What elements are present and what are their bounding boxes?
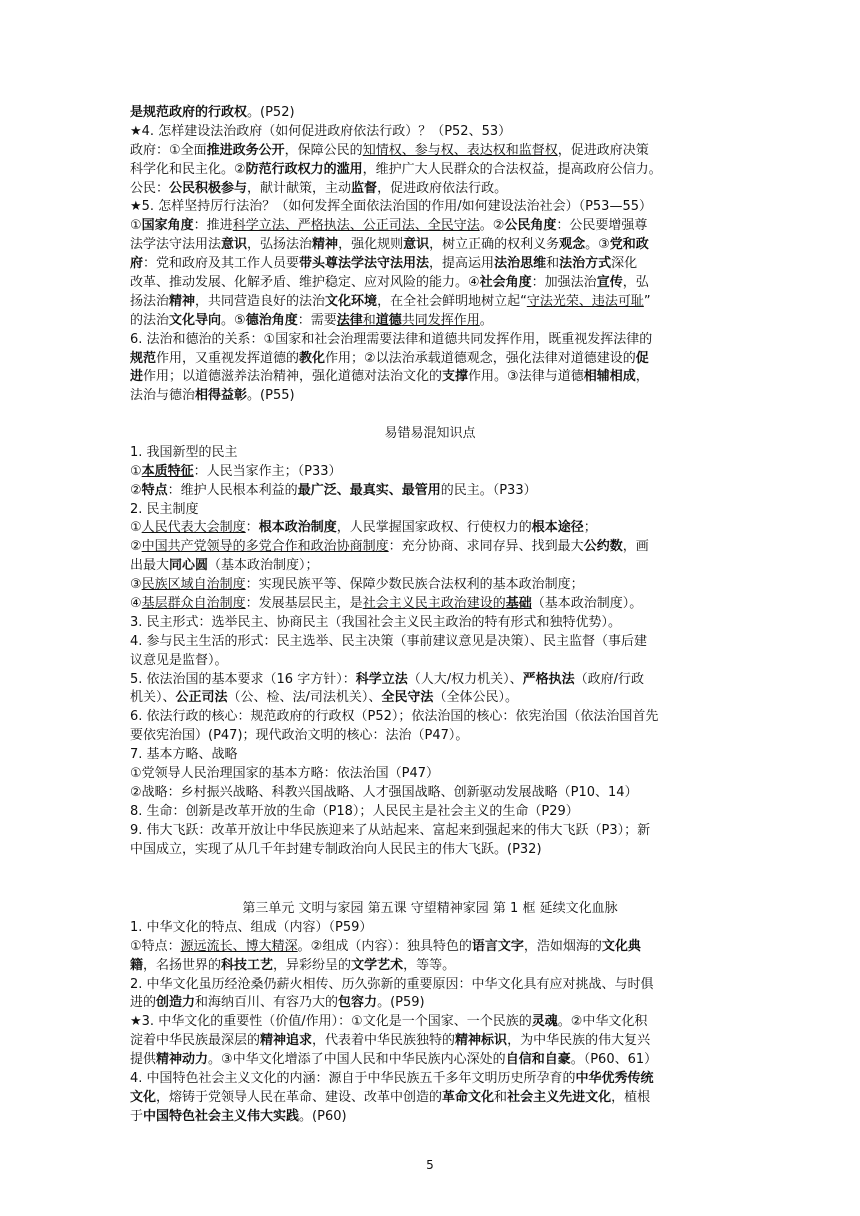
text-run: 。(P55) [247, 388, 295, 404]
text-run: 9. 伟大飞跃：改革开放让中华民族迎来了从站起来、富起来到强起来的伟大飞跃（P3）；新 [130, 822, 651, 838]
text-line [130, 331, 730, 350]
text-line [130, 900, 730, 919]
text-run: 民族区域自治制度 [141, 577, 246, 593]
text-run: 党和政 [609, 237, 649, 253]
text-run: 4. 参与民主生活的形式：民主选举、民主决策（事前建议意见是决策）、民主监督（事后建 [130, 633, 648, 649]
text-line [130, 976, 730, 995]
text-run: 和海纳百川、有容乃大的 [195, 995, 339, 1011]
text-run: 社会主义民主政治建设的 [362, 596, 506, 612]
text-run: 语言文字 [471, 938, 524, 954]
text-run: ，促进政府决策 [557, 142, 649, 158]
text-line [130, 784, 730, 803]
text-run: 。③ [585, 237, 610, 253]
text-run: （全体公民）。 [433, 690, 518, 706]
text-run: ★5. 怎样坚持厉行法治？（如何发挥全面依法治国的作用/如何建设法治社会）（P53—55） [130, 199, 652, 215]
text-run: 灵魂 [531, 1014, 558, 1030]
text-run: 深化 [611, 256, 638, 272]
text-line [130, 938, 730, 957]
text-run: 精神追求 [260, 1033, 313, 1049]
text-line [130, 255, 730, 274]
text-line [130, 1070, 730, 1089]
text-run: 监督 [351, 180, 378, 196]
text-run: 教化 [299, 350, 326, 366]
text-run: ，弘 [622, 275, 649, 291]
text-run: 精神 [169, 293, 196, 309]
text-run: 观念 [559, 237, 586, 253]
text-run: 第三单元 文明与家园 第五课 守望精神家园 第 1 框 延续文化血脉 [242, 901, 618, 916]
text-run: 公民角度 [504, 218, 557, 234]
text-line [130, 293, 730, 312]
text-run: 6. 依法行政的核心：规范政府的行政权（P52）；依法治国的核心：依宪治国（依法治国首先 [130, 709, 659, 725]
text-run: 要依宪治国）(P47)；现代政治文明的核心：法治（P47）。 [130, 728, 469, 744]
text-run: 进的 [130, 995, 157, 1011]
text-run: 扬法治 [130, 293, 170, 309]
text-line [130, 919, 730, 938]
text-run: （基本政治制度）。 [531, 596, 643, 612]
text-run: （政府/行政 [574, 671, 645, 687]
text-line [130, 746, 730, 765]
text-run: 法律 [336, 312, 363, 328]
text-run: 包容力 [338, 995, 378, 1011]
text-run: 改革、推动发展、化解矛盾、维护稳定、应对风险的能力。④ [130, 275, 480, 291]
text-run: （人大/权力机关）、 [407, 671, 523, 687]
text-run: 知情权、参与权、表达权和监督权 [362, 142, 558, 158]
text-run: ①特点： [130, 938, 181, 954]
text-run: 支撑 [442, 369, 469, 385]
section-unit3-lesson5 [130, 900, 730, 1127]
text-run: 根本政治制度 [258, 520, 337, 536]
text-run: 于 [130, 1108, 144, 1124]
text-run: 根本途径 [531, 520, 584, 536]
text-run: ④ [130, 596, 142, 612]
text-line [130, 142, 730, 161]
text-run: 意识 [221, 237, 248, 253]
text-run: ② [130, 482, 142, 498]
text-line [130, 765, 730, 784]
text-run: 科学立法、严格执法、公正司法、全民守法 [232, 218, 480, 234]
text-run: ① [130, 520, 142, 536]
text-run: 法治方式 [559, 256, 612, 272]
text-run: 社会主义先进文化 [507, 1089, 612, 1105]
text-run: 科学化和民主化。② [130, 161, 246, 177]
text-run: ：党和政府及其工作人员要 [143, 256, 300, 272]
text-run: 。⑤ [221, 312, 246, 328]
text-run: 精神动力 [156, 1052, 209, 1068]
text-line [130, 274, 730, 293]
text-run: 2. 中华文化虽历经沧桑仍薪火相传、历久弥新的重要原因：中华文化具有应对挑战、与时俱 [130, 976, 654, 992]
text-line [130, 689, 730, 708]
text-run: 作用；②以法治承载道德观念，强化法律对道德建设的 [325, 350, 636, 366]
text-run: ③ [130, 577, 142, 593]
text-run: ：需要 [297, 312, 337, 328]
text-run: 籍 [130, 957, 144, 973]
text-run: 机关）、 [130, 690, 176, 706]
text-run: 淀着中华民族最深层的 [130, 1033, 261, 1049]
text-run: 和 [546, 256, 560, 272]
text-run: 。(P59) [377, 995, 425, 1011]
text-run: 是规范政府的行政权 [130, 105, 248, 120]
text-run: 的民主。（P33） [440, 482, 537, 498]
text-line [130, 312, 730, 331]
text-run: ，强化规则 [338, 237, 404, 253]
text-run: 作用。③法律与道德 [468, 369, 584, 385]
text-run: 作用；以道德滋养法治精神，强化道德对法治文化的 [143, 369, 443, 385]
text-line [130, 727, 730, 746]
text-run: 本质特征 [141, 463, 194, 479]
text-run: 中国特色社会主义伟大实践 [143, 1108, 300, 1124]
text-run: 推进政务公开 [206, 142, 285, 158]
text-run: ，熔铸于党领导人民在革命、建设、改革中创造的 [156, 1089, 443, 1105]
text-line [130, 180, 730, 199]
text-run: ，提高运用 [429, 256, 495, 272]
text-run: ：充分协商、求同存异、找到最大 [388, 539, 584, 555]
text-line [130, 161, 730, 180]
text-line [130, 994, 730, 1013]
text-run: 共同发挥作用 [401, 312, 480, 328]
text-run: 中华优秀传统 [575, 1071, 654, 1087]
text-run: ★3. 中华文化的重要性（价值/作用）：①文化是一个国家、一个民族的 [130, 1014, 532, 1030]
text-line [130, 614, 730, 633]
text-run: 法学法守法用法 [130, 237, 222, 253]
text-run: 3. 民主形式：选举民主、协商民主（我国社会主义民主政治的特有形式和独特优势）。 [130, 614, 622, 630]
text-run: 。②中华文化积 [557, 1014, 648, 1030]
text-run: 社会角度 [479, 275, 532, 291]
text-run: 进 [130, 369, 144, 385]
text-run: 精神标识 [455, 1033, 508, 1049]
text-run: 带头尊法学法守法用法 [299, 256, 430, 272]
text-line [130, 671, 730, 690]
text-run: 。③中华文化增添了中国人民和中华民族内心深处的 [208, 1052, 506, 1068]
page-number: 5 [426, 1158, 434, 1172]
text-run: ②战略：乡村振兴战略、科教兴国战略、人才强国战略、创新驱动发展战略（P10、14） [130, 784, 638, 800]
text-run: ，为中华民族的伟大复兴 [507, 1033, 651, 1049]
text-run: ①党领导人民治理国家的基本方略：依法治国（P47） [130, 766, 440, 782]
text-run: 德治角度 [245, 312, 298, 328]
text-run: ：加强法治 [531, 275, 597, 291]
text-run: ，促进政府依法行政。 [377, 180, 508, 196]
text-line [130, 1089, 730, 1108]
text-run: 1. 我国新型的民主 [130, 444, 238, 460]
text-run: 革命文化 [442, 1089, 495, 1105]
text-run: ，弘扬法治 [247, 237, 313, 253]
text-run: 守法光荣、违法可耻 [526, 293, 644, 309]
text-run: 。② [479, 218, 505, 234]
text-run: ② [130, 539, 142, 555]
text-run: ：维护人民根本利益的 [167, 482, 298, 498]
text-line [130, 501, 730, 520]
text-run: （公、检、法/司法机关）、 [227, 690, 382, 706]
text-run: （基本政治制度）； [208, 558, 319, 574]
text-line [130, 482, 730, 501]
text-run: 促 [635, 350, 649, 366]
text-line [130, 1108, 730, 1127]
text-run: 最广泛、最真实、最管用 [297, 482, 441, 498]
text-run: 宣传 [596, 275, 623, 291]
text-run: 中国成立，实现了从几千年封建专制政治向人民民主的伟大飞跃。(P32) [130, 841, 542, 857]
text-run: 公民： [130, 180, 170, 196]
text-run: ，保障公民的 [284, 142, 363, 158]
text-run: 易错易混知识点 [384, 426, 476, 441]
text-run: ：实现民族平等、保障少数民族合法权利的基本政治制度； [245, 577, 584, 593]
text-run: 特点 [141, 482, 168, 498]
text-line [130, 1051, 730, 1070]
text-run: 道德 [375, 312, 402, 328]
text-line [130, 387, 730, 406]
text-line [130, 957, 730, 976]
text-line [130, 463, 730, 482]
text-run: 7. 基本方略、战略 [130, 747, 238, 763]
text-run: 议意见是监督）。 [130, 652, 228, 668]
text-run: 1. 中华文化的特点、组成（内容）（P59） [130, 919, 373, 935]
text-line [130, 803, 730, 822]
text-run: 5. 依法治国的基本要求（16 字方针）： [130, 671, 356, 687]
text-run: ：公民要增强尊 [556, 218, 648, 234]
text-run: 。 [479, 312, 493, 328]
text-run: 法治思维 [494, 256, 547, 272]
text-run: 4. 中国特色社会主义文化的内涵：源自于中华民族五千多年文明历史所孕育的 [130, 1071, 576, 1087]
text-run: ，树立正确的权利义务 [429, 237, 560, 253]
text-line [130, 217, 730, 236]
text-run: 文化环境 [325, 293, 378, 309]
text-run: 和 [494, 1089, 508, 1105]
text-run: ，人民掌握国家政权、行使权力的 [336, 520, 532, 536]
text-line [130, 708, 730, 727]
text-run: 同心圆 [169, 558, 209, 574]
text-run: 6. 法治和德治的关系：①国家和社会治理需要法律和道德共同发挥作用，既重视发挥法律的 [130, 331, 653, 347]
text-run: ：人民当家作主；（P33） [193, 463, 342, 479]
text-run: 国家角度 [141, 218, 194, 234]
text-run: 防范行政权力的滥用 [245, 161, 363, 177]
text-run: ，浩如烟海的 [523, 938, 602, 954]
text-run: 全民守法 [381, 690, 434, 706]
text-run: 意识 [403, 237, 430, 253]
text-run: ：发展基层民主，是 [245, 596, 363, 612]
text-run: 文化导向 [169, 312, 222, 328]
text-line [130, 368, 730, 387]
text-run: 严格执法 [522, 671, 575, 687]
text-run: 自信和自豪 [505, 1052, 571, 1068]
text-run: 作用，又重视发挥道德的 [156, 350, 300, 366]
text-run: 2. 民主制度 [130, 501, 199, 517]
text-line [130, 236, 730, 255]
text-run: 文化典 [601, 938, 641, 954]
text-line [130, 538, 730, 557]
text-run: 。②组成（内容）：独具特色的 [297, 938, 472, 954]
text-run: ， [635, 369, 649, 385]
text-line [130, 576, 730, 595]
text-run: 公正司法 [175, 690, 228, 706]
text-line [130, 1013, 730, 1032]
text-line [130, 841, 730, 860]
text-run: ，献计献策，主动 [247, 180, 352, 196]
text-run: 。(P60) [299, 1108, 347, 1124]
text-line [130, 444, 730, 463]
text-run: ，等等。 [403, 957, 456, 973]
text-line [130, 104, 730, 123]
text-line [130, 123, 730, 142]
text-run: 出最大 [130, 558, 170, 574]
text-run: 创造力 [156, 995, 196, 1011]
text-run: 文学艺术 [351, 957, 404, 973]
text-run: 8. 生命：创新是改革开放的生命（P18）；人民民主是社会主义的生命（P29） [130, 803, 579, 819]
text-run: 源远流长、博大精深 [180, 938, 298, 954]
text-line [130, 519, 730, 538]
section-law-government [130, 104, 730, 406]
text-run: ，植根 [611, 1089, 651, 1105]
text-run: 府 [130, 256, 144, 272]
text-run: ，共同营造良好的法治 [195, 293, 326, 309]
text-line [130, 595, 730, 614]
text-run: 科学立法 [355, 671, 408, 687]
text-run: 。（P60、61） [570, 1052, 658, 1068]
text-run: 基础 [505, 596, 532, 612]
text-run: ，画 [622, 539, 649, 555]
text-run: ，代表着中华民族独特的 [312, 1033, 456, 1049]
text-run: 相辅相成 [583, 369, 636, 385]
text-run: 相得益彰 [195, 388, 248, 404]
text-run: ； [583, 520, 597, 536]
text-run: ，异彩纷呈的 [273, 957, 352, 973]
text-line [130, 822, 730, 841]
text-run: 基层群众自治制度 [141, 596, 246, 612]
text-run: 法治与德治 [130, 388, 196, 404]
text-run: 提供 [130, 1052, 157, 1068]
text-line [130, 652, 730, 671]
text-run: 文化 [130, 1089, 157, 1105]
text-run: 精神 [312, 237, 339, 253]
text-run: 公约数 [583, 539, 623, 555]
text-line [130, 350, 730, 369]
text-run: ” [643, 293, 651, 309]
text-run: 中国共产党领导的多党合作和政治协商制度 [141, 539, 389, 555]
text-run: 公民积极参与 [169, 180, 248, 196]
text-run: ① [130, 463, 142, 479]
text-run: ：推进 [193, 218, 233, 234]
text-run: ，名扬世界的 [143, 957, 222, 973]
text-run: ① [130, 218, 142, 234]
text-run: 政府：①全面 [130, 142, 207, 158]
text-run: 的法治 [130, 312, 170, 328]
text-run: 人民代表大会制度 [141, 520, 246, 536]
text-run: ，在全社会鲜明地树立起“ [377, 293, 527, 309]
text-run: ★4. 怎样建设法治政府（如何促进政府依法行政）？（P52、53） [130, 123, 512, 139]
text-line [130, 633, 730, 652]
text-run: 规范 [130, 350, 157, 366]
text-line [130, 198, 730, 217]
text-run: ： [245, 520, 259, 536]
text-run: ，维护广大人民群众的合法权益，提高政府公信力。 [362, 161, 662, 177]
section-easily-confused-points [130, 425, 730, 859]
text-run: 和 [362, 312, 376, 328]
text-run: 科技工艺 [221, 957, 274, 973]
text-line [130, 425, 730, 444]
text-line [130, 557, 730, 576]
text-run: 。(P52) [247, 105, 295, 120]
text-line [130, 1032, 730, 1051]
